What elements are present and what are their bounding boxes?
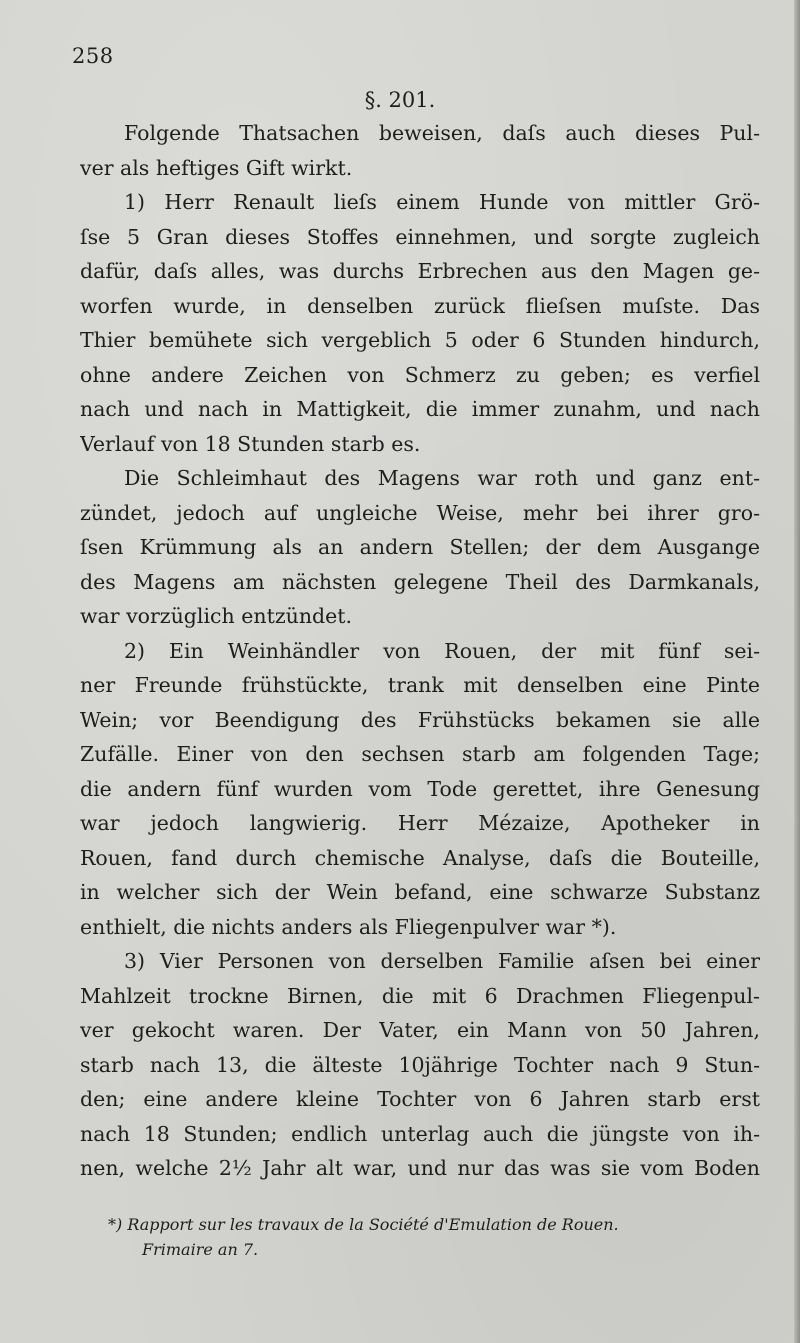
text-line: Wein; vor Beendigung des Frühstücks bekamen sie alle <box>80 707 760 732</box>
text-line: worfen wurde, in denselben zurück flieſsen muſste. Das <box>80 293 760 318</box>
text-line: Rouen, fand durch chemische Analyse, daſs die Bouteille, <box>80 845 760 870</box>
text-line: war vorzüglich entzündet. <box>80 604 353 628</box>
text-line: starb nach 13, die älteste 10jährige Tochter nach 9 Stun- <box>80 1052 760 1077</box>
text-line: nach 18 Stunden; endlich unterlag auch die jüngste von ih- <box>80 1121 760 1146</box>
text-line: ohne andere Zeichen von Schmerz zu geben; es verfiel <box>80 362 760 387</box>
text-line: Die Schleimhaut des Magens war roth und ganz ent- <box>124 466 760 490</box>
text-line: Mahlzeit trockne Birnen, die mit 6 Drachmen Fliegenpul- <box>80 983 760 1008</box>
text-line: 3) Vier Personen von derselben Familie aſsen bei einer <box>124 949 760 973</box>
text-line: 1) Herr Renault lieſs einem Hunde von mittler Grö- <box>124 190 760 214</box>
text-line: 2) Ein Weinhändler von Rouen, der mit fünf sei- <box>124 638 760 663</box>
body-text <box>80 116 760 1186</box>
text-line: den; eine andere kleine Tochter von 6 Jahren starb erst <box>80 1087 760 1111</box>
text-line: Zufälle. Einer von den sechsen starb am folgenden Tage; <box>80 742 760 766</box>
text-line: ner Freunde frühstückte, trank mit denselben eine Pinte <box>80 673 760 697</box>
text-line: ver als heftiges Gift wirkt. <box>80 155 353 180</box>
text-line: Folgende Thatsachen beweisen, daſs auch dieses Pul- <box>124 121 760 145</box>
text-line: zündet, jedoch auf ungleiche Weise, mehr bei ihrer gro- <box>80 500 760 525</box>
text-line: nen, welche 2½ Jahr alt war, und nur das was sie vom Boden <box>80 1156 760 1180</box>
text-line: ſsen Krümmung als an andern Stellen; der dem Ausgange <box>80 535 760 559</box>
footnote-line: Frimaire an 7. <box>142 1240 259 1259</box>
page-edge <box>794 0 800 1343</box>
text-line: dafür, daſs alles, was durchs Erbrechen aus den Magen ge- <box>80 259 760 283</box>
page-number: 258 <box>72 44 114 68</box>
text-line: war jedoch langwierig. Herr Mézaize, Apotheker in <box>80 811 760 835</box>
text-line: ſse 5 Gran dieses Stoffes einnehmen, und sorgte zugleich <box>80 224 760 249</box>
section-heading: §. 201. <box>364 88 436 112</box>
text-line: in welcher sich der Wein befand, eine schwarze Substanz <box>80 880 760 904</box>
text-line: Verlauf von 18 Stunden starb es. <box>80 431 421 456</box>
text-line: des Magens am nächsten gelegene Theil des Darmkanals, <box>80 569 760 594</box>
text-line: die andern fünf wurden vom Tode gerettet, ihre Genesung <box>80 776 760 801</box>
text-line: Thier bemühete sich vergeblich 5 oder 6 Stunden hindurch, <box>80 328 760 352</box>
text-line: ver gekocht waren. Der Vater, ein Mann von 50 Jahren, <box>80 1018 760 1042</box>
footnote <box>108 1212 760 1262</box>
text-line: enthielt, die nichts anders als Fliegenpulver war *). <box>80 914 617 939</box>
text-line: nach und nach in Mattigkeit, die immer zunahm, und nach <box>80 397 760 421</box>
footnote-line: *) Rapport sur les travaux de la Société d'Emulation de Rouen. <box>108 1215 619 1234</box>
